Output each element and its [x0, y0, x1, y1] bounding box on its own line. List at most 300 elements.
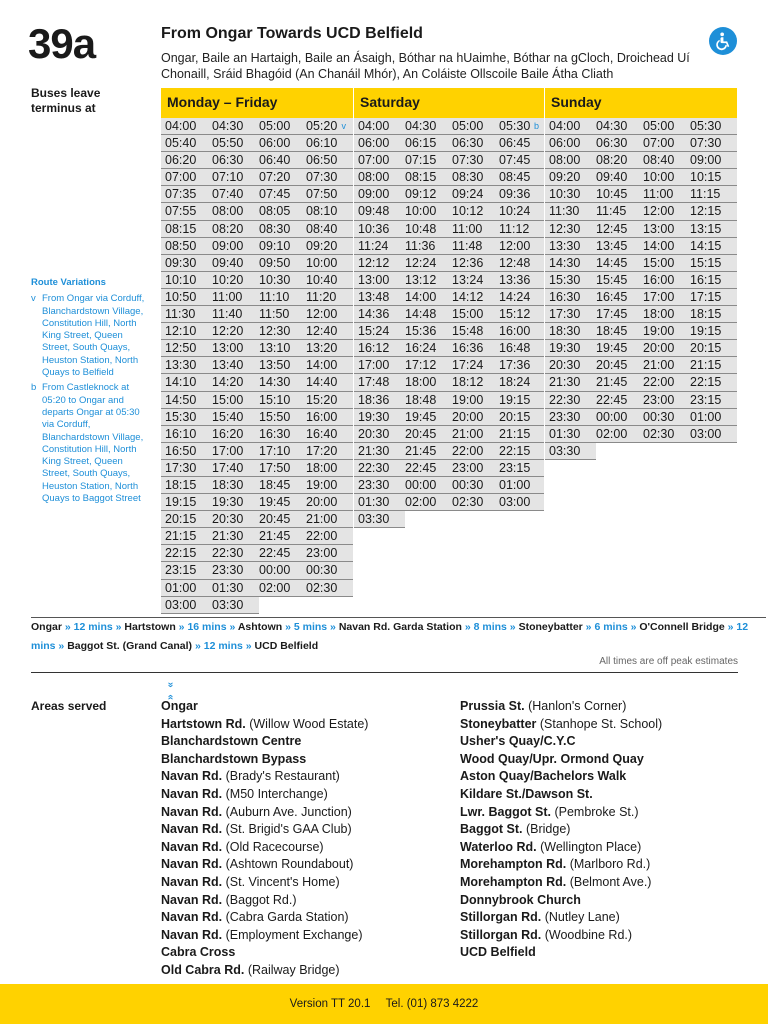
departure-time-text: 17:10	[259, 443, 291, 458]
departure-time	[639, 357, 686, 373]
departure-time	[545, 357, 592, 373]
departure-time	[302, 306, 349, 322]
departure-time	[495, 443, 542, 459]
departure-time	[448, 238, 495, 254]
departure-time-text: 18:00	[405, 375, 437, 390]
departure-time-text: 23:15	[165, 563, 197, 578]
departure-time	[495, 289, 542, 305]
departure-time-text: 13:00	[212, 341, 244, 356]
departure-time-text: 09:00	[358, 187, 390, 202]
departure-time	[639, 118, 686, 134]
departure-time	[208, 477, 255, 493]
departure-time-text: 12:12	[358, 255, 390, 270]
departure-time	[401, 289, 448, 305]
departure-time	[161, 323, 208, 339]
departure-time-text: 15:15	[690, 255, 722, 270]
departure-time	[354, 374, 401, 390]
departure-time	[495, 169, 542, 185]
area-served-item	[161, 821, 368, 839]
timetable-row	[161, 169, 353, 186]
area-name: Baggot St.	[460, 822, 523, 837]
area-served-item	[460, 839, 662, 857]
departure-time-text: 10:30	[259, 272, 291, 287]
departure-time	[448, 477, 495, 493]
departure-time-text: 15:12	[499, 307, 531, 322]
area-served-item	[161, 856, 368, 874]
departure-time-text: 15:40	[212, 409, 244, 424]
area-detail: (Bridge)	[522, 822, 571, 837]
timetable-row	[354, 289, 544, 306]
departure-time	[161, 426, 208, 442]
departure-time	[354, 443, 401, 459]
departure-time-text: 10:00	[306, 255, 338, 270]
area-served-item	[460, 892, 662, 910]
departure-time	[255, 118, 302, 134]
departure-time	[448, 289, 495, 305]
departure-time-text: 08:00	[358, 170, 390, 185]
departure-time	[448, 409, 495, 425]
departure-time-text: 10:45	[596, 187, 628, 202]
journey-minutes: 5 mins	[293, 621, 328, 633]
departure-time	[686, 152, 733, 168]
departure-time-text: 06:30	[596, 136, 628, 151]
departure-time	[208, 511, 255, 527]
departure-time-text: 11:50	[259, 307, 290, 322]
area-name: Donnybrook Church	[460, 892, 581, 907]
area-served-item	[161, 874, 368, 892]
area-name: Hartstown Rd.	[161, 716, 246, 731]
departure-time	[401, 135, 448, 151]
departure-time-text: 16:50	[165, 443, 197, 458]
area-name: Morehampton Rd.	[460, 874, 567, 889]
departure-time-text: 19:00	[306, 477, 338, 492]
departure-time	[255, 357, 302, 373]
departure-time	[161, 409, 208, 425]
departure-time	[161, 135, 208, 151]
area-served-item	[161, 839, 368, 857]
departure-time-text: 04:30	[405, 119, 437, 133]
departure-time-text: 12:40	[306, 324, 338, 339]
area-served-item	[460, 804, 662, 822]
departure-time	[302, 340, 349, 356]
departure-time-text: 11:00	[643, 187, 674, 202]
departure-time	[592, 340, 639, 356]
departure-time-text: 03:00	[690, 426, 722, 441]
journey-arrow-icon: »	[461, 621, 474, 633]
timetable-row	[545, 272, 737, 289]
timetable-row	[545, 289, 737, 306]
timetable-row	[545, 238, 737, 255]
departure-time-text: 19:30	[212, 495, 244, 510]
timetable-row	[354, 460, 544, 477]
departure-time	[448, 460, 495, 476]
departure-time	[686, 272, 733, 288]
departure-time	[686, 392, 733, 408]
departure-time-text: 00:30	[452, 477, 484, 492]
departure-time	[255, 169, 302, 185]
departure-time-text: 17:00	[358, 358, 390, 373]
departure-time-text: 15:45	[596, 272, 628, 287]
departure-time	[302, 118, 349, 134]
departure-time-text: 21:45	[405, 443, 437, 458]
departure-time-text: 11:24	[358, 238, 389, 253]
departure-time-text: 06:10	[306, 136, 338, 151]
departure-time	[302, 511, 349, 527]
departure-time-text: 03:30	[549, 443, 581, 458]
area-name: Wood Quay/Upr. Ormond Quay	[460, 751, 644, 766]
variation-text: From Ongar via Corduff, Blanchardstown Village, Constitution Hill, North King Street, Queen Street, South Quays, Heuston Station, North Quays to Belfield	[42, 293, 145, 379]
departure-time	[255, 477, 302, 493]
departure-time-text: 08:10	[306, 204, 338, 219]
departure-time	[448, 426, 495, 442]
departure-time-text: 06:50	[306, 153, 338, 168]
area-detail: (Pembroke St.)	[550, 804, 639, 819]
departure-time	[545, 426, 592, 442]
departure-time	[354, 426, 401, 442]
departure-time	[354, 494, 401, 510]
departure-time-text: 10:24	[499, 204, 531, 219]
departure-time-text: 04:00	[549, 119, 581, 133]
departure-time	[161, 392, 208, 408]
departure-time	[208, 494, 255, 510]
departure-time	[401, 357, 448, 373]
departure-time-text: 07:35	[165, 187, 197, 202]
departure-time-text: 08:15	[165, 221, 197, 236]
timetable-row	[161, 306, 353, 323]
departure-time	[401, 255, 448, 271]
timetable-row	[545, 374, 737, 391]
departure-time	[545, 443, 592, 459]
timetable-row	[545, 255, 737, 272]
departure-time-text: 12:36	[452, 255, 484, 270]
timetable-row	[161, 152, 353, 169]
departure-time-text: 23:00	[643, 392, 675, 407]
departure-time-text: 23:30	[358, 477, 390, 492]
departure-time	[161, 374, 208, 390]
departure-time-text: 14:15	[690, 238, 722, 253]
departure-time	[639, 426, 686, 442]
departure-time	[161, 460, 208, 476]
departure-time	[401, 460, 448, 476]
departure-time	[448, 323, 495, 339]
departure-time-text: 10:12	[452, 204, 484, 219]
departure-time-text: 02:00	[596, 426, 628, 441]
areas-served-right	[460, 698, 662, 962]
departure-time	[639, 306, 686, 322]
departure-time-text: 14:50	[165, 392, 197, 407]
departure-time	[161, 289, 208, 305]
journey-arrow-icon: »	[192, 640, 204, 652]
departure-time-text: 00:00	[405, 477, 437, 492]
timetable-row	[545, 340, 737, 357]
departure-time	[354, 135, 401, 151]
departure-time	[545, 255, 592, 271]
departure-time	[401, 392, 448, 408]
area-name: Cabra Cross	[161, 945, 236, 960]
departure-time-text: 15:50	[259, 409, 291, 424]
departure-time-text: 01:30	[212, 580, 244, 595]
variation-marker: b	[533, 121, 539, 131]
area-served-item	[161, 909, 368, 927]
departure-time	[592, 374, 639, 390]
departure-time-text: 15:10	[259, 392, 291, 407]
departure-time	[545, 306, 592, 322]
departure-time-text: 05:30	[690, 119, 722, 133]
journey-minutes: 12 mins	[203, 640, 243, 652]
departure-time	[401, 203, 448, 219]
departure-time	[302, 392, 349, 408]
journey-minutes: 8 mins	[473, 621, 507, 633]
departure-time-text: 20:00	[643, 341, 675, 356]
departure-time	[545, 203, 592, 219]
timetable-row	[161, 426, 353, 443]
departure-time-text: 14:00	[643, 238, 675, 253]
timetable-row	[354, 203, 544, 220]
departure-time	[161, 203, 208, 219]
departure-time-text: 14:10	[165, 375, 197, 390]
area-served-item	[161, 944, 368, 962]
departure-time-text: 00:30	[643, 409, 675, 424]
timetable-row	[354, 494, 544, 511]
departure-time	[495, 460, 542, 476]
departure-time	[495, 118, 542, 134]
departure-time-text: 21:00	[452, 426, 484, 441]
timetable-row	[545, 221, 737, 238]
area-served-item	[161, 768, 368, 786]
departure-time	[495, 306, 542, 322]
area-name: Kildare St./Dawson St.	[460, 786, 593, 801]
departure-time-text: 18:24	[499, 375, 531, 390]
departure-time	[255, 306, 302, 322]
departure-time	[208, 562, 255, 578]
departure-time-text: 20:45	[405, 426, 437, 441]
departure-time	[255, 289, 302, 305]
departure-time	[161, 340, 208, 356]
departure-time	[545, 340, 592, 356]
departure-time	[354, 409, 401, 425]
departure-time	[208, 374, 255, 390]
departure-time	[495, 357, 542, 373]
departure-time	[495, 238, 542, 254]
departure-time-text: 05:20	[306, 119, 338, 133]
divider	[31, 672, 738, 673]
departure-time-text: 10:48	[405, 221, 437, 236]
departure-time-text: 13:10	[259, 341, 291, 356]
area-name: Navan Rd.	[161, 857, 223, 872]
timetable-row	[161, 528, 353, 545]
day-header-monday-friday: Monday – Friday	[161, 88, 353, 118]
departure-time-text: 14:20	[212, 375, 244, 390]
area-detail: (Woodbine Rd.)	[541, 927, 633, 942]
departure-time-text: 12:00	[499, 238, 531, 253]
departure-time	[161, 306, 208, 322]
departure-time	[255, 186, 302, 202]
departure-time-text: 06:15	[405, 136, 437, 151]
departure-time	[208, 255, 255, 271]
timetable-row	[161, 357, 353, 374]
departure-time-text: 12:00	[306, 307, 338, 322]
departure-time	[592, 306, 639, 322]
departure-time	[495, 409, 542, 425]
timetable-row	[545, 357, 737, 374]
journey-arrow-icon: »	[55, 640, 68, 652]
departure-time-text: 17:15	[690, 289, 722, 304]
departure-time-text: 09:40	[596, 170, 628, 185]
departure-time-text: 12:50	[165, 341, 197, 356]
departure-time	[639, 186, 686, 202]
departure-time	[401, 221, 448, 237]
departure-time-text: 19:00	[643, 324, 675, 339]
area-served-item	[161, 892, 368, 910]
footer	[0, 984, 768, 1024]
departure-time	[448, 340, 495, 356]
departure-time-text: 18:45	[596, 324, 628, 339]
departure-time	[354, 221, 401, 237]
departure-time-text: 01:30	[358, 495, 390, 510]
departure-time-text: 07:30	[452, 153, 484, 168]
departure-time	[161, 255, 208, 271]
area-name: Navan Rd.	[161, 822, 223, 837]
timetable-sunday	[545, 88, 737, 618]
departure-time	[448, 135, 495, 151]
departure-time	[495, 221, 542, 237]
area-name: Old Cabra Rd.	[161, 962, 245, 977]
departure-time-text: 15:00	[452, 307, 484, 322]
page-title: From Ongar Towards UCD Belfield	[161, 25, 423, 42]
areas-served-label: Areas served	[31, 699, 107, 713]
departure-time-text: 10:20	[212, 272, 244, 287]
departure-time-text: 09:10	[259, 238, 291, 253]
departure-time	[302, 221, 349, 237]
area-served-item	[460, 927, 662, 945]
timetable-row	[545, 152, 737, 169]
areas-served-left	[161, 698, 368, 980]
departure-time-text: 19:15	[165, 495, 197, 510]
departure-time	[592, 169, 639, 185]
departure-time-text: 02:00	[405, 495, 437, 510]
journey-arrow-icon: »	[282, 621, 294, 633]
departure-time	[208, 460, 255, 476]
departure-time	[639, 152, 686, 168]
departure-time	[495, 272, 542, 288]
departure-time	[302, 186, 349, 202]
departure-time-text: 20:45	[596, 358, 628, 373]
departure-time	[448, 118, 495, 134]
departure-time	[686, 221, 733, 237]
departure-time-text: 07:15	[405, 153, 437, 168]
departure-time-text: 04:00	[165, 119, 197, 133]
departure-time-text: 10:00	[405, 204, 437, 219]
departure-time-text: 18:15	[165, 477, 197, 492]
area-detail: (Auburn Ave. Junction)	[222, 804, 352, 819]
timetable-row	[545, 392, 737, 409]
timetable-body	[545, 118, 737, 460]
area-detail: (Stanhope St. School)	[536, 716, 663, 731]
departure-time	[354, 460, 401, 476]
departure-time	[302, 357, 349, 373]
departure-time	[495, 135, 542, 151]
departure-time-text: 21:15	[499, 426, 531, 441]
timetable-row	[545, 186, 737, 203]
departure-time-text: 20:30	[358, 426, 390, 441]
departure-time	[302, 528, 349, 544]
wheelchair-icon	[709, 27, 737, 55]
departure-time	[208, 409, 255, 425]
direction-arrows-icon: » «	[165, 682, 176, 702]
timetable-row	[161, 443, 353, 460]
departure-time	[255, 135, 302, 151]
departure-time-text: 15:00	[643, 255, 675, 270]
departure-time	[208, 580, 255, 596]
timetable-row	[161, 409, 353, 426]
departure-time-text: 18:00	[643, 307, 675, 322]
departure-time	[686, 169, 733, 185]
departure-time	[448, 374, 495, 390]
departure-time-text: 07:00	[643, 136, 675, 151]
area-served-item	[161, 786, 368, 804]
departure-time-text: 03:00	[499, 495, 531, 510]
departure-time	[686, 118, 733, 134]
departure-time-text: 21:15	[690, 358, 722, 373]
journey-arrow-icon: »	[627, 621, 640, 633]
departure-time	[354, 238, 401, 254]
departure-time-text: 08:30	[452, 170, 484, 185]
area-served-item	[460, 909, 662, 927]
departure-time-text: 08:40	[306, 221, 338, 236]
departure-time-text: 12:00	[643, 204, 675, 219]
departure-time	[255, 340, 302, 356]
departure-time-text: 22:30	[549, 392, 581, 407]
timetable-row	[161, 477, 353, 494]
departure-time-text: 03:30	[212, 597, 244, 612]
departure-time	[255, 562, 302, 578]
departure-time-text: 16:00	[306, 409, 338, 424]
departure-time	[302, 562, 349, 578]
departure-time-text: 14:36	[358, 307, 390, 322]
departure-time-text: 11:00	[452, 221, 483, 236]
day-header-sunday: Sunday	[545, 88, 737, 118]
timetable-row	[354, 186, 544, 203]
departure-time-text: 13:40	[212, 358, 244, 373]
journey-arrow-icon: »	[582, 621, 595, 633]
departure-time-text: 04:30	[212, 119, 244, 133]
departure-time-text: 12:45	[596, 221, 628, 236]
departure-time-text: 22:15	[499, 443, 531, 458]
timetable-row	[161, 545, 353, 562]
departure-time	[639, 169, 686, 185]
departure-time	[161, 118, 208, 134]
journey-stop: Hartstown	[124, 621, 176, 633]
departure-time-text: 19:15	[499, 392, 531, 407]
departure-time-text: 08:05	[259, 204, 291, 219]
timetable-row	[354, 272, 544, 289]
departure-time	[686, 306, 733, 322]
timetable-row	[545, 203, 737, 220]
area-detail: (Belmont Ave.)	[566, 874, 652, 889]
departure-time-text: 01:00	[165, 580, 197, 595]
departure-time-text: 17:30	[549, 307, 581, 322]
departure-time	[208, 392, 255, 408]
departure-time	[161, 221, 208, 237]
area-detail: (Willow Wood Estate)	[245, 716, 369, 731]
timetable-row	[354, 323, 544, 340]
departure-time	[401, 238, 448, 254]
departure-time-text: 20:15	[165, 512, 197, 527]
departure-time-text: 20:30	[212, 512, 244, 527]
departure-time	[302, 545, 349, 561]
area-detail: (Brady's Restaurant)	[222, 769, 340, 784]
departure-time-text: 07:40	[212, 187, 244, 202]
